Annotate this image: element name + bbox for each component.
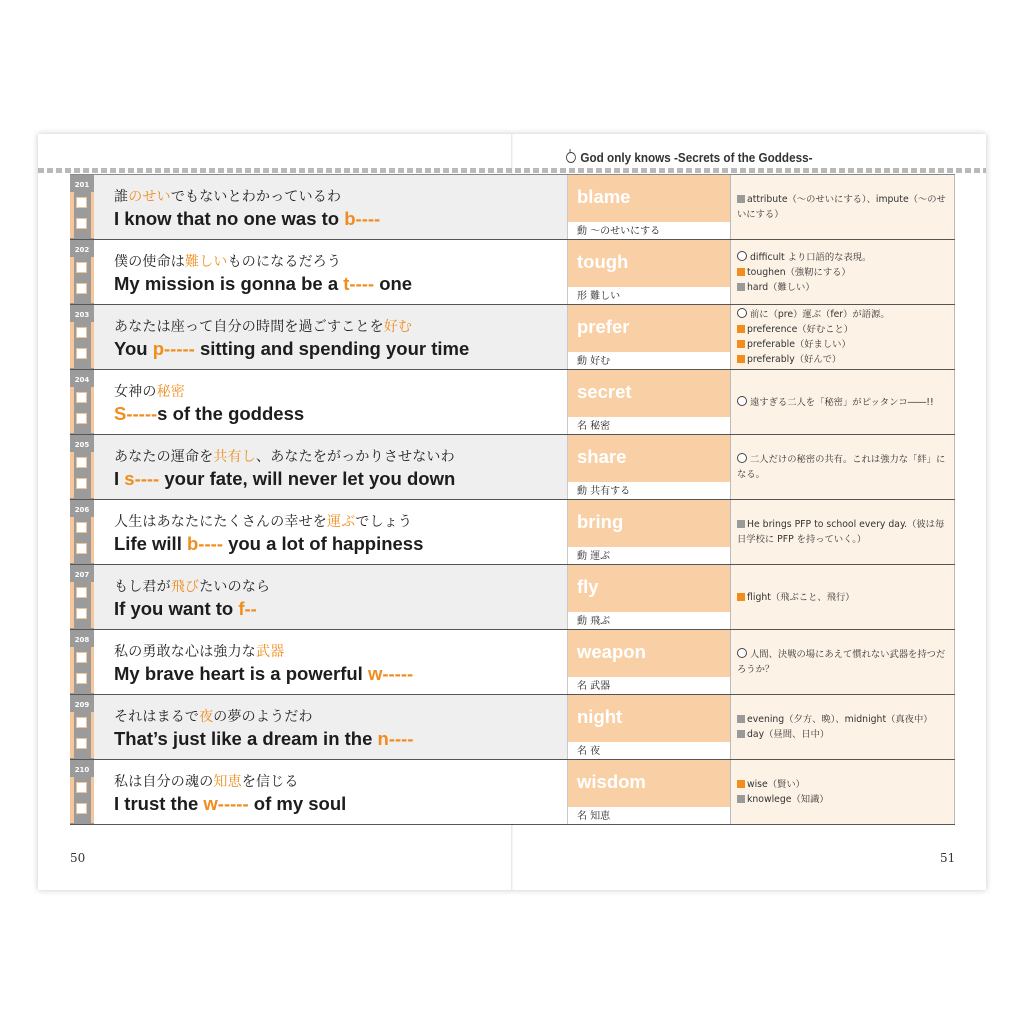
note-text: wise（賢い） [747, 779, 805, 790]
related-word-icon [737, 195, 745, 203]
apple-icon [737, 308, 747, 318]
jp-highlight: 武器 [256, 644, 285, 660]
sentence-cell [94, 240, 567, 304]
jp-highlight: 運ぶ [327, 514, 356, 530]
meaning-strip [568, 287, 730, 304]
note-line [737, 712, 950, 727]
vocab-row [70, 240, 955, 305]
en-text: you a lot of happiness [222, 533, 424, 554]
notes-cell [730, 435, 955, 499]
related-word-icon [737, 730, 745, 738]
vocab-row [70, 435, 955, 500]
entry-number: 207 [74, 571, 90, 579]
jp-text: を信じる [241, 774, 299, 790]
meaning-strip [568, 352, 730, 369]
checkbox-track [70, 192, 74, 238]
target-word-cell [567, 435, 730, 499]
en-blank: S----- [114, 403, 158, 424]
english-sentence [114, 468, 455, 490]
en-text: your fate, will never let you down [159, 468, 456, 489]
dashed-divider [38, 168, 986, 173]
part-of-speech-meaning: 動 飛ぶ [577, 616, 611, 627]
sentence-cell [94, 370, 567, 434]
note-line [737, 265, 950, 280]
vocab-row [70, 500, 955, 565]
check-box[interactable] [76, 543, 87, 554]
japanese-sentence [114, 641, 284, 661]
check-box[interactable] [76, 457, 87, 468]
check-box[interactable] [76, 652, 87, 663]
target-word-cell [567, 760, 730, 824]
vocab-row [70, 630, 955, 695]
jp-text: ものになるだろう [227, 254, 342, 270]
en-blank: w----- [367, 663, 414, 684]
check-box[interactable] [76, 392, 87, 403]
notes-cell [730, 305, 955, 369]
jp-text: でもないとわかっているわ [170, 189, 342, 205]
note-text: attribute（〜のせいにする）、impute（〜のせいにする） [737, 194, 946, 220]
japanese-sentence [114, 316, 412, 336]
check-box[interactable] [76, 522, 87, 533]
japanese-sentence [114, 186, 341, 206]
target-word: blame [577, 186, 631, 207]
entry-number: 209 [74, 701, 90, 709]
vocab-table [70, 174, 955, 825]
row-number-column [70, 565, 94, 629]
en-blank: n---- [377, 728, 414, 749]
check-box[interactable] [76, 478, 87, 489]
en-blank: b---- [186, 533, 223, 554]
notes-cell [730, 565, 955, 629]
english-sentence [114, 663, 413, 685]
en-text: If you want to [114, 598, 239, 619]
part-of-speech-meaning: 名 武器 [577, 681, 611, 692]
english-sentence [114, 273, 412, 295]
japanese-sentence [114, 446, 455, 466]
sentence-cell [94, 305, 567, 369]
related-word-icon [737, 715, 745, 723]
apple-icon [737, 396, 747, 406]
target-word: fly [577, 576, 599, 597]
check-box[interactable] [76, 327, 87, 338]
checkbox-track [70, 452, 74, 498]
meaning-strip [568, 807, 730, 824]
notes-list [737, 760, 950, 824]
en-text: Life will [114, 533, 187, 554]
target-word: bring [577, 511, 624, 532]
target-word: night [577, 706, 623, 727]
part-of-speech-meaning: 名 知恵 [577, 811, 611, 822]
note-text: 前に（pre）運ぶ（fer）が語源。 [750, 309, 890, 320]
vocab-row [70, 695, 955, 760]
meaning-strip [568, 222, 730, 239]
note-text: 人間、決戦の場にあえて慣れない武器を持つだろうか？ [737, 649, 946, 675]
target-word: secret [577, 381, 632, 402]
notes-list [737, 500, 950, 564]
checkbox-track [70, 712, 74, 758]
check-box[interactable] [76, 608, 87, 619]
note-line [737, 322, 950, 337]
entry-number: 203 [74, 311, 90, 319]
row-number-column [70, 500, 94, 564]
row-number-column [70, 695, 94, 759]
entry-number: 202 [74, 246, 90, 254]
jp-text: たいのなら [199, 579, 271, 595]
check-box[interactable] [76, 413, 87, 424]
meaning-strip [568, 677, 730, 694]
sentence-cell [94, 630, 567, 694]
jp-text: 、あなたをがっかりさせないわ [256, 449, 455, 465]
note-line [737, 452, 950, 482]
chapter-header [566, 147, 812, 167]
note-text: 二人だけの秘密の共有。これは強力な「絆」になる。 [737, 454, 946, 480]
sentence-cell [94, 565, 567, 629]
notes-list [737, 565, 950, 629]
check-box[interactable] [76, 218, 87, 229]
entry-number: 201 [74, 181, 90, 189]
jp-highlight: 好む [383, 319, 413, 335]
target-word-cell [567, 240, 730, 304]
english-sentence [114, 338, 469, 360]
japanese-sentence [114, 771, 299, 791]
derivative-icon [737, 268, 745, 276]
en-blank: p----- [152, 338, 195, 359]
target-word-cell [567, 305, 730, 369]
note-text: He brings PFP to school every day.（彼は毎日学校に PFP を持っていく。） [737, 519, 945, 545]
target-word: prefer [577, 316, 630, 337]
note-line [737, 727, 950, 742]
jp-highlight: 飛び [170, 579, 200, 595]
checkbox-track [70, 257, 74, 303]
notes-list [737, 695, 950, 759]
jp-highlight: 秘密 [156, 384, 186, 400]
notes-cell [730, 630, 955, 694]
note-text: flight（飛ぶこと、飛行） [747, 591, 855, 603]
note-text: difficult より口語的な表現。 [750, 251, 872, 263]
en-blank: w----- [203, 793, 249, 814]
target-word-cell [567, 370, 730, 434]
checkbox-track [70, 777, 74, 823]
page-number-left: 50 [70, 851, 86, 865]
note-line [737, 250, 950, 265]
checkbox-track [70, 582, 74, 628]
jp-text: の夢のようだわ [213, 709, 313, 725]
vocab-row [70, 370, 955, 435]
apple-icon [737, 251, 747, 261]
checkbox-track [70, 517, 74, 563]
note-text: preferably（好んで） [747, 354, 842, 365]
notes-cell [730, 175, 955, 239]
meaning-strip [568, 742, 730, 759]
jp-text: 僕の使命は [114, 254, 185, 270]
en-blank: s---- [124, 468, 160, 489]
derivative-icon [737, 355, 745, 363]
note-text: toughen（強靭にする） [747, 266, 851, 278]
part-of-speech-meaning: 動 共有する [577, 486, 631, 497]
notes-list [737, 370, 950, 434]
notes-cell [730, 500, 955, 564]
jp-text: 人生はあなたにたくさんの幸せを [114, 514, 327, 530]
note-text: preferable（好ましい） [747, 339, 851, 350]
jp-text: 私の勇敢な心は強力な [114, 644, 256, 660]
japanese-sentence [114, 251, 341, 271]
note-text: day（昼間、日中） [747, 729, 830, 740]
en-text: sitting and spending your time [194, 338, 470, 359]
check-box[interactable] [76, 197, 87, 208]
english-sentence [114, 793, 346, 815]
related-word-icon [737, 520, 745, 528]
vocab-row [70, 760, 955, 825]
row-number-column [70, 630, 94, 694]
part-of-speech-meaning: 動 〜のせいにする [577, 226, 661, 237]
note-line [737, 517, 950, 547]
notes-cell [730, 695, 955, 759]
related-word-icon [737, 283, 745, 291]
english-sentence [114, 533, 423, 555]
row-number-column [70, 240, 94, 304]
meaning-strip [568, 612, 730, 629]
english-sentence [114, 403, 304, 425]
note-text: evening（夕方、晩）、midnight（真夜中） [747, 714, 933, 725]
note-line [737, 192, 950, 222]
jp-highlight: のせい [128, 189, 171, 205]
en-text: My brave heart is a powerful [114, 663, 368, 684]
note-line [737, 337, 950, 352]
japanese-sentence [114, 381, 185, 401]
note-line [737, 590, 950, 605]
jp-highlight: 知恵 [213, 774, 242, 790]
sentence-cell [94, 435, 567, 499]
jp-text: あなたの運命を [114, 449, 214, 465]
note-line [737, 307, 950, 322]
note-text: knowlege（知識） [747, 794, 829, 805]
entry-number: 204 [74, 376, 90, 384]
target-word-cell [567, 695, 730, 759]
notes-cell [730, 370, 955, 434]
sentence-cell [94, 695, 567, 759]
derivative-icon [737, 340, 745, 348]
en-text: of my soul [248, 793, 347, 814]
en-text: one [374, 273, 413, 294]
checkbox-track [70, 322, 74, 368]
part-of-speech-meaning: 形 難しい [577, 291, 621, 302]
vocab-row [70, 305, 955, 370]
jp-text: それはまるで [114, 709, 200, 725]
english-sentence [114, 728, 413, 750]
check-box[interactable] [76, 348, 87, 359]
en-text: My mission is gonna be a [114, 273, 344, 294]
note-line [737, 280, 950, 295]
row-number-column [70, 175, 94, 239]
note-line [737, 792, 950, 807]
apple-icon [566, 152, 576, 163]
japanese-sentence [114, 511, 412, 531]
entry-number: 208 [74, 636, 90, 644]
checkbox-track [70, 647, 74, 693]
checkbox-track [70, 387, 74, 433]
sentence-cell [94, 760, 567, 824]
meaning-strip [568, 417, 730, 434]
jp-text: でしょう [355, 514, 413, 530]
meaning-strip [568, 547, 730, 564]
en-blank: t---- [343, 273, 375, 294]
check-box[interactable] [76, 587, 87, 598]
jp-text: 誰 [114, 189, 129, 205]
note-line [737, 777, 950, 792]
note-text: 遠すぎる二人を「秘密」がピッタンコ――!! [750, 396, 934, 408]
jp-text: 私は自分の魂の [114, 774, 214, 790]
check-box[interactable] [76, 782, 87, 793]
target-word: tough [577, 251, 629, 272]
notes-list [737, 240, 950, 304]
note-line [737, 395, 950, 410]
english-sentence [114, 598, 257, 620]
jp-highlight: 夜 [199, 709, 214, 725]
row-number-column [70, 435, 94, 499]
en-text: You [114, 338, 153, 359]
jp-highlight: 共有し [213, 449, 257, 465]
related-word-icon [737, 795, 745, 803]
row-number-column [70, 760, 94, 824]
target-word: weapon [577, 641, 646, 662]
vocab-row [70, 565, 955, 630]
target-word: share [577, 446, 627, 467]
check-box[interactable] [76, 717, 87, 728]
note-text: preference（好むこと） [747, 324, 854, 335]
en-blank: f-- [238, 598, 257, 619]
target-word-cell [567, 175, 730, 239]
en-text: I [114, 468, 125, 489]
notes-list [737, 630, 950, 694]
target-word-cell [567, 500, 730, 564]
japanese-sentence [114, 576, 270, 596]
check-box[interactable] [76, 673, 87, 684]
row-number-column [70, 305, 94, 369]
notes-list [737, 175, 950, 239]
jp-highlight: 難しい [185, 254, 228, 270]
en-text: I know that no one was to [114, 208, 345, 229]
apple-icon [737, 453, 747, 463]
notes-cell [730, 760, 955, 824]
note-line [737, 352, 950, 367]
part-of-speech-meaning: 名 秘密 [577, 421, 611, 432]
notes-list [737, 305, 950, 369]
row-number-column [70, 370, 94, 434]
note-line [737, 647, 950, 677]
sentence-cell [94, 500, 567, 564]
check-box[interactable] [76, 283, 87, 294]
page-number-right: 51 [940, 851, 956, 865]
derivative-icon [737, 780, 745, 788]
jp-text: あなたは座って自分の時間を過ごすことを [114, 319, 384, 335]
derivative-icon [737, 593, 745, 601]
check-box[interactable] [76, 738, 87, 749]
note-text: hard（難しい） [747, 281, 815, 293]
sentence-cell [94, 175, 567, 239]
en-text: I trust the [114, 793, 204, 814]
target-word-cell [567, 565, 730, 629]
jp-text: 女神の [114, 384, 157, 400]
chapter-title: God only knows -Secrets of the Goddess- [580, 149, 813, 165]
entry-number: 206 [74, 506, 90, 514]
vocab-row [70, 175, 955, 240]
target-word-cell [567, 630, 730, 694]
part-of-speech-meaning: 動 好む [577, 356, 611, 367]
jp-text: もし君が [114, 579, 171, 595]
en-text: That’s just like a dream in the [114, 728, 378, 749]
target-word: wisdom [577, 771, 646, 792]
notes-list [737, 435, 950, 499]
check-box[interactable] [76, 803, 87, 814]
en-text: s of the goddess [157, 403, 305, 424]
part-of-speech-meaning: 名 夜 [577, 746, 601, 757]
check-box[interactable] [76, 262, 87, 273]
en-blank: b---- [344, 208, 381, 229]
english-sentence [114, 208, 380, 230]
entry-number: 205 [74, 441, 90, 449]
part-of-speech-meaning: 動 運ぶ [577, 551, 611, 562]
japanese-sentence [114, 706, 313, 726]
entry-number: 210 [74, 766, 90, 774]
apple-icon [737, 648, 747, 658]
derivative-icon [737, 325, 745, 333]
meaning-strip [568, 482, 730, 499]
notes-cell [730, 240, 955, 304]
